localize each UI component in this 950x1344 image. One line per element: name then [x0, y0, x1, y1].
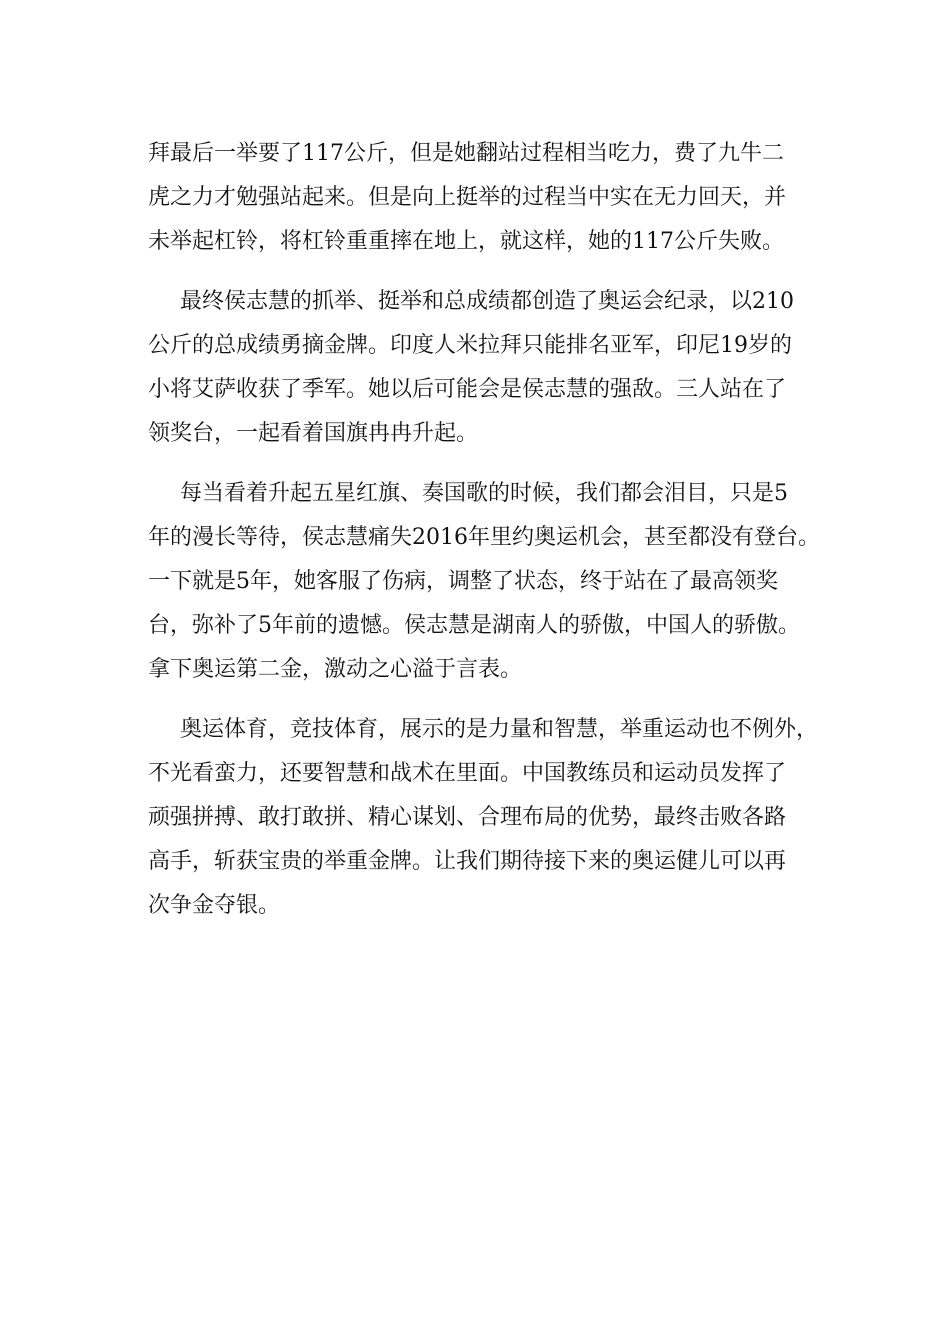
text-line: 次争金夺银。 [148, 893, 281, 918]
paragraph-3 [148, 472, 828, 692]
text-line: 最终侯志慧的抓举、挺举和总成绩都创造了奥运会纪录，以210 [180, 289, 794, 314]
text-line: 领奖台，一起看着国旗冉冉升起。 [148, 421, 479, 446]
document-body [148, 132, 828, 944]
text-line: 一下就是5年，她客服了伤病，调整了状态，终于站在了最高领奖 [148, 569, 778, 594]
text-line: 每当看着升起五星红旗、奏国歌的时候，我们都会泪目，只是5 [180, 481, 788, 506]
paragraph-2 [148, 280, 828, 456]
paragraph-1 [148, 132, 828, 264]
text-line: 台，弥补了5年前的遗憾。侯志慧是湖南人的骄傲，中国人的骄傲。 [148, 613, 800, 638]
paragraph-4 [148, 708, 828, 928]
text-line: 未举起杠铃，将杠铃重重摔在地上，就这样，她的117公斤失败。 [148, 229, 784, 254]
text-line: 拿下奥运第二金，激动之心溢于言表。 [148, 657, 523, 682]
text-line: 拜最后一举要了117公斤，但是她翻站过程相当吃力，费了九牛二 [148, 141, 784, 166]
text-line: 奥运体育，竞技体育，展示的是力量和智慧，举重运动也不例外， [180, 717, 819, 742]
text-line: 高手，斩获宝贵的举重金牌。让我们期待接下来的奥运健儿可以再 [148, 849, 787, 874]
text-line: 小将艾萨收获了季军。她以后可能会是侯志慧的强敌。三人站在了 [148, 377, 787, 402]
text-line: 不光看蛮力，还要智慧和战术在里面。中国教练员和运动员发挥了 [148, 761, 787, 786]
text-line: 虎之力才勉强站起来。但是向上挺举的过程当中实在无力回天，并 [148, 185, 787, 210]
text-line: 年的漫长等待，侯志慧痛失2016年里约奥运机会，甚至都没有登台。 [148, 525, 820, 550]
text-line: 公斤的总成绩勇摘金牌。印度人米拉拜只能排名亚军，印尼19岁的 [148, 333, 792, 358]
text-line: 顽强拼搏、敢打敢拼、精心谋划、合理布局的优势，最终击败各路 [148, 805, 787, 830]
